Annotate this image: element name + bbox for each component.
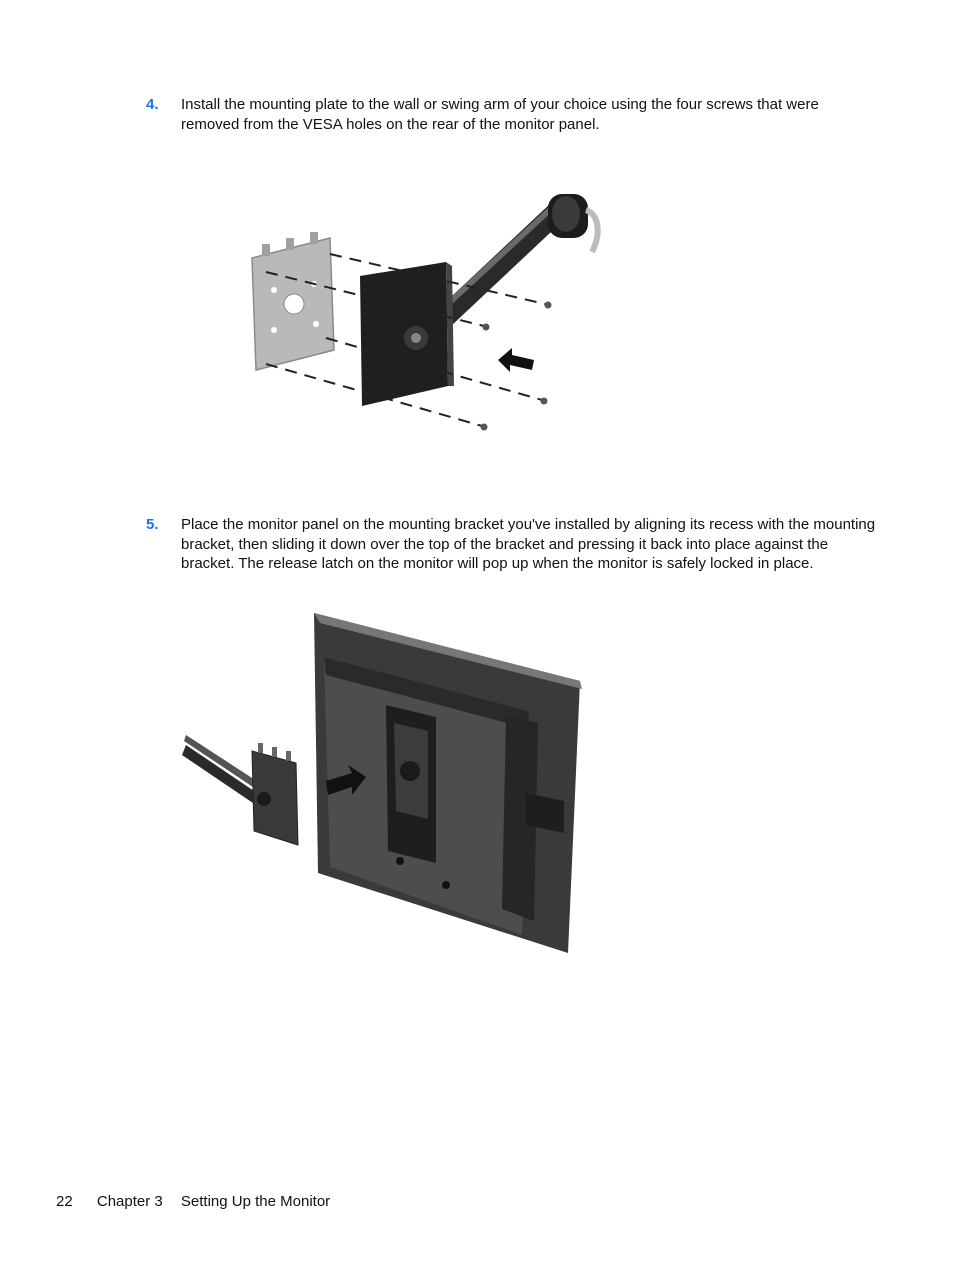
monitor-mounting-illustration: [180, 605, 590, 960]
arm-mounting-plate: [360, 262, 454, 406]
step-text: Place the monitor panel on the mounting bracket you've installed by aligning its recess with the mounting bracket, then sliding it down over the top of the bracket and pressing it back into place against the bracket. The release latch on the monitor will pop up when the monitor is safely locked in place.: [181, 516, 876, 572]
vesa-plate: [252, 743, 298, 845]
step-text: Install the mounting plate to the wall or swing arm of your choice using the four screws that were removed from the VESA holes on the rear of the monitor panel.: [181, 96, 819, 133]
step-number: 5.: [146, 516, 159, 533]
page-number: 22: [56, 1193, 73, 1210]
mounting-plate-illustration: [230, 180, 630, 450]
chapter-title: Setting Up the Monitor: [180, 1193, 331, 1210]
page-footer: [56, 1192, 330, 1211]
vesa-plate: [252, 232, 334, 370]
arrow-left-icon: [498, 348, 534, 372]
step-number: 4.: [146, 96, 159, 113]
chapter-label: Chapter 3: [96, 1193, 163, 1210]
